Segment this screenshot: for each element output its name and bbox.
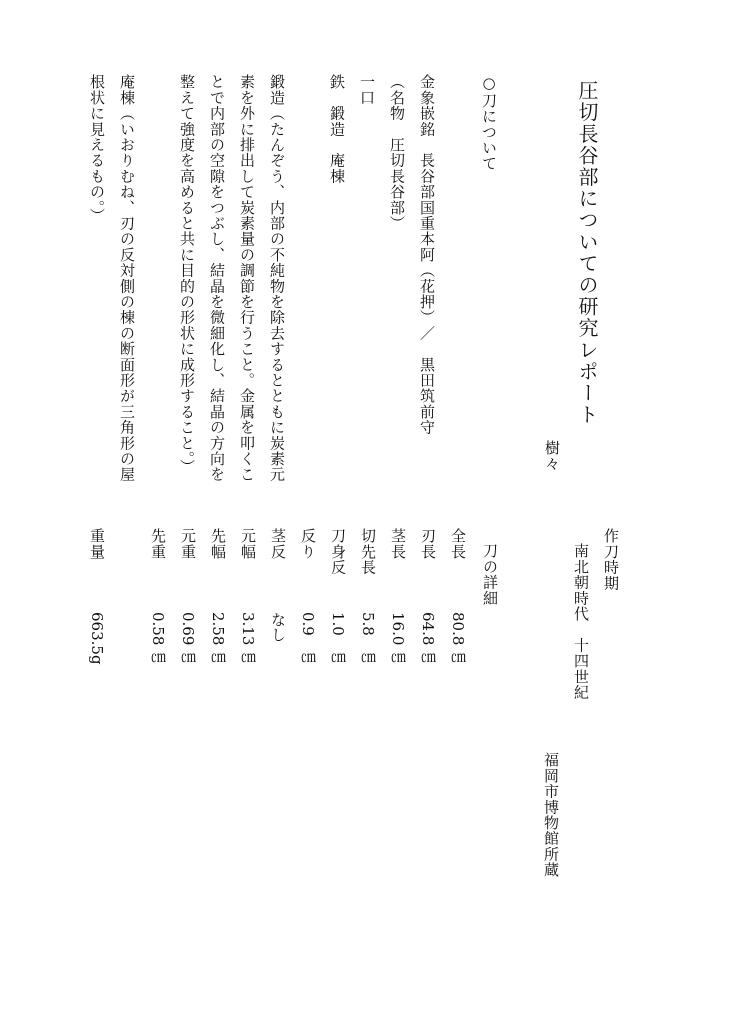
forging-description-line: 素を外に排出して炭素量の調節を行うこと。金属を叩くこ (238, 74, 256, 483)
meibutsu-line: （名物 圧切長谷部） (388, 74, 406, 231)
spec-value: 2.58 (209, 612, 227, 646)
spec-label: 先幅 (209, 528, 227, 560)
period-value: 南北朝時代 十四世紀 (572, 543, 590, 700)
forging-description-line: 鍛造（たんぞう、内部の不純物を除去するとともに炭素元 (268, 74, 286, 483)
spec-label: 刃長 (419, 528, 437, 560)
spec-label: 先重 (149, 528, 167, 560)
spec-value: 5.8 (359, 612, 377, 636)
author-name: 樹々 (543, 440, 561, 472)
spec-value: なし (269, 612, 287, 642)
spec-label: 元重 (179, 528, 197, 560)
spec-unit: ㎝ (209, 650, 227, 666)
spec-unit: ㎝ (179, 650, 197, 666)
spec-label: 全長 (449, 528, 467, 560)
count-line: 一口 (358, 74, 376, 106)
iorimune-description-line: 庵棟（いおりむね、刃の反対側の棟の断面形が三角形の屋 (118, 74, 136, 483)
spec-unit: ㎝ (329, 650, 347, 666)
weight-value: 663.5g (88, 612, 106, 665)
spec-label: 元幅 (239, 528, 257, 560)
spec-unit: ㎝ (239, 650, 257, 666)
spec-value: 16.0 (389, 612, 407, 646)
spec-unit: ㎝ (419, 650, 437, 666)
forging-description-line: 整えて強度を高めると共に目的の形状に成形すること。） (178, 74, 196, 475)
sword-heading: ○刀について (480, 74, 498, 172)
spec-value: 0.9 (299, 612, 317, 636)
spec-value: 0.69 (179, 612, 197, 646)
spec-unit: ㎝ (389, 650, 407, 666)
spec-value: 64.8 (419, 612, 437, 646)
spec-unit: ㎝ (359, 650, 377, 666)
spec-value: 1.0 (329, 612, 347, 636)
materials-line: 鉄 鍛造 庵棟 (328, 74, 346, 184)
spec-label: 茎長 (389, 528, 407, 560)
forging-description-line: とで内部の空隙をつぶし、結晶を微細化し、結晶の方向を (208, 74, 226, 483)
weight-label: 重量 (88, 528, 106, 560)
spec-label: 刀身反 (329, 528, 347, 576)
iorimune-description-line: 根状に見えるもの。） (88, 74, 106, 224)
period-label: 作刀時期 (602, 528, 620, 591)
details-heading: 刀の詳細 (481, 543, 499, 606)
spec-label: 切先長 (359, 528, 377, 576)
spec-label: 反り (299, 528, 317, 560)
spec-value: 80.8 (449, 612, 467, 646)
spec-unit: ㎝ (449, 650, 467, 666)
collection-note: 福岡市博物館所蔵 (542, 752, 560, 878)
spec-value: 3.13 (239, 612, 257, 646)
spec-unit: ㎝ (149, 650, 167, 666)
spec-unit: ㎝ (299, 650, 317, 666)
report-title: 圧切長谷部についての研究レポート (575, 80, 599, 426)
spec-value: 0.58 (149, 612, 167, 646)
inscription-line: 金象嵌銘 長谷部国重本阿（花押）／ 黒田筑前守 (418, 74, 436, 436)
spec-label: 茎反 (269, 528, 287, 560)
